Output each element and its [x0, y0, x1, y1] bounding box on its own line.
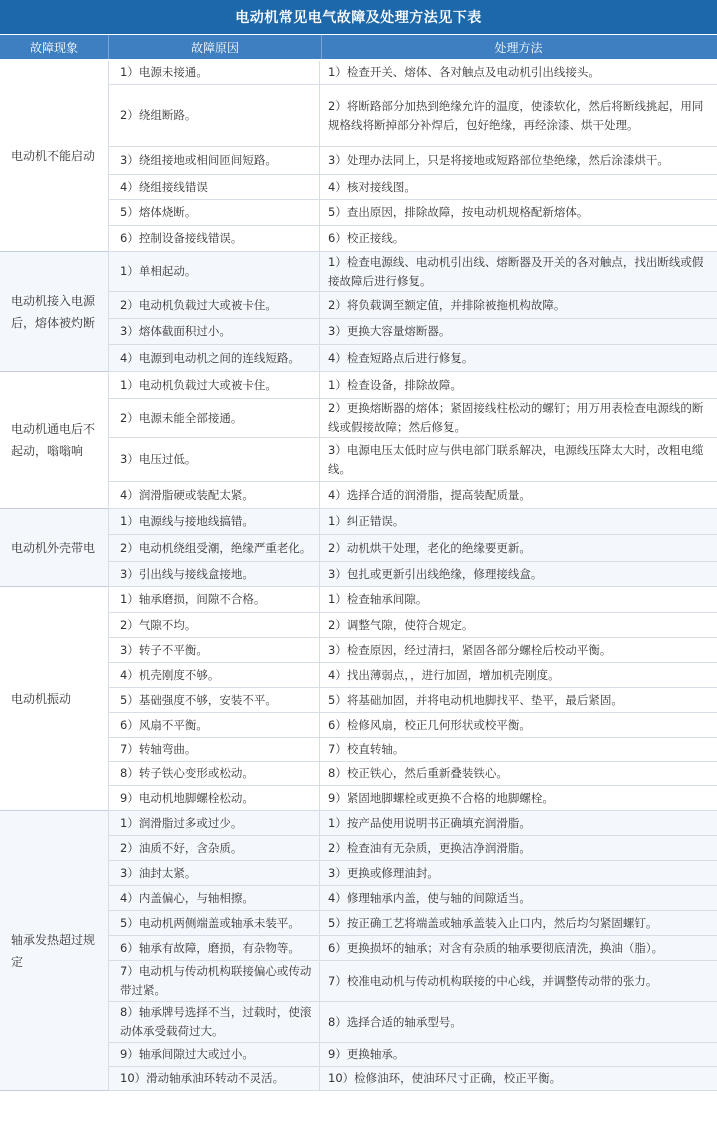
fault-cause-cell [108, 1002, 320, 1043]
fault-cause-cell [108, 911, 320, 936]
fault-cause-text: 8）转子铁心变形或松动。 [120, 766, 254, 780]
fault-phenomenon-text: 电动机振动 [11, 691, 72, 706]
fault-fix-text: 6）校正接线。 [328, 231, 405, 245]
fault-cause-cell [108, 587, 320, 613]
fault-cause-text: 9）电动机地脚螺栓松动。 [120, 790, 254, 805]
fault-cause-text: 2）电动机绕组受潮，绝缘严重老化。 [120, 540, 312, 555]
fault-fix-text: 3）更换大容量熔断器。 [328, 324, 451, 338]
fault-fix-cell [320, 372, 717, 399]
fault-phenomenon-text: 轴承发热超过规定 [11, 932, 96, 969]
fault-fix-cell [320, 663, 717, 688]
fault-cause-text: 1）单相起动。 [120, 264, 197, 278]
fault-fix-cell [320, 1043, 717, 1067]
fault-fix-cell [320, 345, 717, 372]
fault-fix-cell [320, 535, 717, 562]
fault-cause-text: 8）轴承牌号选择不当，过载时，使滚动体承受载荷过大。 [120, 1005, 312, 1038]
fault-fix-text: 1）按产品使用说明书正确填充润滑脂。 [328, 815, 531, 830]
fault-cause-text: 2）电动机负载过大或被卡住。 [120, 297, 277, 312]
fault-cause-cell [108, 399, 320, 438]
fault-fix-text: 7）校直转轴。 [328, 742, 405, 756]
fault-fix-text: 8）选择合适的轴承型号。 [328, 1014, 462, 1029]
fault-cause-text: 3）绕组接地或相间匝间短路。 [120, 153, 277, 167]
fault-fix-text: 2）动机烘干处理，老化的绝缘要更新。 [328, 540, 531, 555]
fault-fix-cell [320, 961, 717, 1002]
fault-cause-text: 4）润滑脂硬或装配太紧。 [120, 487, 254, 502]
fault-fix-cell [320, 613, 717, 638]
fault-fix-cell [320, 175, 717, 200]
fault-fix-cell [320, 738, 717, 762]
fault-cause-text: 5）电动机两侧端盖或轴承未装平。 [120, 915, 300, 930]
fault-fix-text: 1）检查轴承间隙。 [328, 592, 428, 606]
fault-cause-text: 6）控制设备接线错误。 [120, 231, 243, 245]
fault-fix-text: 10）检修油环，使油环尺寸正确，校正平衡。 [328, 1071, 562, 1085]
fault-cause-text: 4）电源到电动机之间的连线短路。 [120, 350, 300, 365]
fault-fix-text: 1）检查设备，排除故障。 [328, 377, 462, 392]
fault-cause-cell [108, 762, 320, 786]
fault-cause-cell [108, 638, 320, 663]
fault-cause-text: 7）转轴弯曲。 [120, 742, 197, 756]
column-header-fix: 处理方法 [494, 40, 543, 55]
fault-cause-text: 1）轴承磨损，间隙不合格。 [120, 592, 266, 606]
fault-fix-cell [320, 688, 717, 713]
column-header-cause: 故障原因 [108, 35, 322, 59]
fault-cause-cell [108, 738, 320, 762]
fault-cause-text: 2）油质不好，含杂质。 [120, 840, 243, 855]
fault-cause-cell [108, 613, 320, 638]
fault-fix-text: 3）检查原因，经过清扫，紧固各部分螺栓后校动平衡。 [328, 642, 612, 657]
fault-fix-cell [320, 861, 717, 886]
fault-fix-text: 3）电源电压太低时应与供电部门联系解决，电源线压降太大时，改粗电缆线。 [328, 442, 704, 476]
fault-cause-text: 5）熔体烧断。 [120, 205, 197, 219]
fault-cause-text: 3）转子不平衡。 [120, 642, 208, 657]
fault-fix-text: 2）调整气隙，使符合规定。 [328, 617, 474, 632]
fault-fix-text: 1）检查开关、熔体、各对触点及电动机引出线接头。 [328, 65, 600, 79]
fault-phenomenon-cell [0, 252, 108, 372]
fault-cause-cell [108, 663, 320, 688]
fault-cause-cell [108, 345, 320, 372]
fault-cause-cell [108, 936, 320, 961]
fault-cause-cell [108, 226, 320, 252]
fault-cause-text: 6）风扇不平衡。 [120, 717, 208, 732]
fault-cause-cell [108, 961, 320, 1002]
fault-cause-cell [108, 85, 320, 147]
fault-phenomenon-text: 电动机不能启动 [11, 149, 96, 163]
fault-fix-cell [320, 886, 717, 911]
fault-phenomenon-cell [0, 587, 108, 811]
fault-cause-text: 2）气隙不均。 [120, 617, 197, 632]
fault-cause-text: 3）熔体截面积过小。 [120, 324, 231, 338]
fault-fix-cell [320, 713, 717, 738]
fault-cause-cell [108, 886, 320, 911]
fault-cause-cell [108, 509, 320, 535]
fault-fix-cell [320, 786, 717, 811]
fault-phenomenon-text: 电动机通电后不起动，嗡嗡响 [11, 422, 96, 458]
fault-table-body [0, 61, 717, 1132]
fault-fix-text: 4）选择合适的润滑脂，提高装配质量。 [328, 487, 531, 502]
fault-fix-cell [320, 438, 717, 482]
fault-fix-cell [320, 399, 717, 438]
fault-fix-text: 1）检查电源线、电动机引出线、熔断器及开关的各对触点，找出断线或假接故障后进行修复。 [328, 254, 704, 288]
fault-cause-cell [108, 562, 320, 587]
fault-cause-cell [108, 713, 320, 738]
fault-cause-cell [108, 1067, 320, 1091]
fault-cause-text: 1）电动机负载过大或被卡住。 [120, 377, 277, 392]
table-title: 电动机常见电气故障及处理方法见下表 [0, 0, 717, 34]
fault-cause-text: 3）电压过低。 [120, 452, 197, 466]
fault-cause-cell [108, 147, 320, 175]
fault-cause-cell [108, 836, 320, 861]
fault-phenomenon-cell [0, 372, 108, 509]
fault-cause-cell [108, 252, 320, 292]
fault-cause-cell [108, 811, 320, 836]
fault-fix-cell [320, 85, 717, 147]
fault-fix-cell [320, 61, 717, 85]
fault-cause-text: 5）基础强度不够，安装不平。 [120, 692, 277, 707]
fault-cause-text: 4）内盖偏心，与轴相擦。 [120, 890, 254, 905]
fault-fix-text: 5）查出原因，排除故障，按电动机规格配新熔体。 [328, 205, 589, 219]
fault-fix-text: 5）按正确工艺将端盖或轴承盖装入止口内，然后均匀紧固螺钉。 [328, 915, 658, 930]
fault-fix-text: 3）处理办法同上，只是将接地或短路部位垫绝缘，然后涂漆烘干。 [328, 153, 669, 167]
fault-cause-text: 10）滑动轴承油环转动不灵活。 [120, 1071, 285, 1085]
fault-cause-cell [108, 61, 320, 85]
fault-cause-cell [108, 292, 320, 319]
fault-cause-cell [108, 688, 320, 713]
fault-fix-cell [320, 836, 717, 861]
fault-fix-cell [320, 762, 717, 786]
fault-cause-cell [108, 200, 320, 226]
fault-fix-text: 3）包扎或更新引出线绝缘，修理接线盒。 [328, 566, 543, 581]
fault-cause-cell [108, 175, 320, 200]
fault-phenomenon-text: 电动机接入电源后，熔体被灼断 [11, 293, 96, 330]
fault-fix-cell [320, 811, 717, 836]
fault-cause-cell [108, 1043, 320, 1067]
fault-fix-text: 7）校准电动机与传动机构联接的中心线，并调整传动带的张力。 [328, 973, 658, 988]
fault-cause-text: 3）引出线与接线盒接地。 [120, 566, 254, 581]
fault-fix-cell [320, 226, 717, 252]
fault-phenomenon-cell [0, 61, 108, 252]
fault-cause-text: 7）电动机与传动机构联接偏心或传动带过紧。 [120, 964, 312, 997]
fault-cause-cell [108, 535, 320, 562]
fault-fix-cell [320, 147, 717, 175]
fault-fix-text: 6）更换损坏的轴承；对含有杂质的轴承要彻底清洗，换油（脂）。 [328, 940, 664, 955]
fault-fix-text: 2）将断路部分加热到绝缘允许的温度，使漆软化，然后将断线挑起，用同规格线将断掉部分补焊后，包好绝缘，再经涂漆、烘干处理。 [328, 98, 704, 132]
fault-cause-cell [108, 438, 320, 482]
fault-cause-cell [108, 861, 320, 886]
fault-cause-text: 1）润滑脂过多或过少。 [120, 815, 243, 830]
fault-cause-text: 6）轴承有故障，磨损，有杂物等。 [120, 940, 300, 955]
fault-fix-text: 4）检查短路点后进行修复。 [328, 350, 474, 365]
fault-fix-text: 2）检查油有无杂质，更换洁净润滑脂。 [328, 840, 531, 855]
fault-fix-text: 4）找出薄弱点，，进行加固，增加机壳刚度。 [328, 667, 560, 682]
fault-cause-cell [108, 482, 320, 509]
fault-fix-cell [320, 1067, 717, 1091]
fault-cause-text: 2）绕组断路。 [120, 108, 197, 122]
fault-fix-cell [320, 509, 717, 535]
fault-phenomenon-cell [0, 811, 108, 1091]
fault-cause-text: 3）油封太紧。 [120, 865, 197, 880]
fault-fix-text: 6）检修风扇，校正几何形状或校平衡。 [328, 717, 531, 732]
fault-phenomenon-cell [0, 509, 108, 587]
fault-fix-text: 2）更换熔断器的熔体；紧固接线柱松动的螺钉；用万用表检查电源线的断线或假接故障；然后修复。 [328, 401, 704, 434]
fault-fix-cell [320, 319, 717, 345]
column-header-phenomenon: 故障现象 [29, 40, 78, 55]
fault-phenomenon-text: 电动机外壳带电 [11, 540, 96, 555]
fault-fix-text: 1）纠正错误。 [328, 514, 405, 528]
fault-fix-cell [320, 936, 717, 961]
fault-fix-cell [320, 252, 717, 292]
fault-fix-text: 2）将负载调至额定值，并排除被拖机构故障。 [328, 297, 566, 312]
fault-fix-cell [320, 638, 717, 663]
table-header [0, 35, 717, 59]
fault-fix-cell [320, 482, 717, 509]
fault-cause-cell [108, 786, 320, 811]
fault-fix-text: 4）修理轴承内盖，使与轴的间隙适当。 [328, 890, 531, 905]
fault-fix-cell [320, 562, 717, 587]
fault-fix-cell [320, 911, 717, 936]
fault-cause-cell [108, 319, 320, 345]
fault-fix-text: 3）更换或修理油封。 [328, 865, 439, 880]
fault-cause-text: 1）电源线与接地线搞错。 [120, 514, 254, 528]
fault-cause-text: 2）电源未能全部接通。 [120, 410, 243, 425]
fault-fix-cell [320, 1002, 717, 1043]
fault-fix-text: 9）更换轴承。 [328, 1047, 405, 1061]
fault-cause-text: 1）电源未接通。 [120, 65, 208, 79]
fault-fix-text: 9）紧固地脚螺栓或更换不合格的地脚螺栓。 [328, 790, 554, 805]
fault-cause-text: 4）机壳刚度不够。 [120, 667, 220, 682]
fault-cause-text: 4）绕组接线错误 [120, 179, 208, 194]
fault-fix-cell [320, 200, 717, 226]
fault-cause-cell [108, 372, 320, 399]
fault-fix-text: 5）将基础加固，并将电动机地脚找平、垫平，最后紧固。 [328, 692, 623, 707]
fault-fix-text: 4）核对接线图。 [328, 179, 416, 194]
fault-fix-cell [320, 587, 717, 613]
fault-fix-text: 8）校正铁心，然后重新叠装铁心。 [328, 766, 508, 780]
fault-fix-cell [320, 292, 717, 319]
fault-cause-text: 9）轴承间隙过大或过小。 [120, 1047, 254, 1061]
